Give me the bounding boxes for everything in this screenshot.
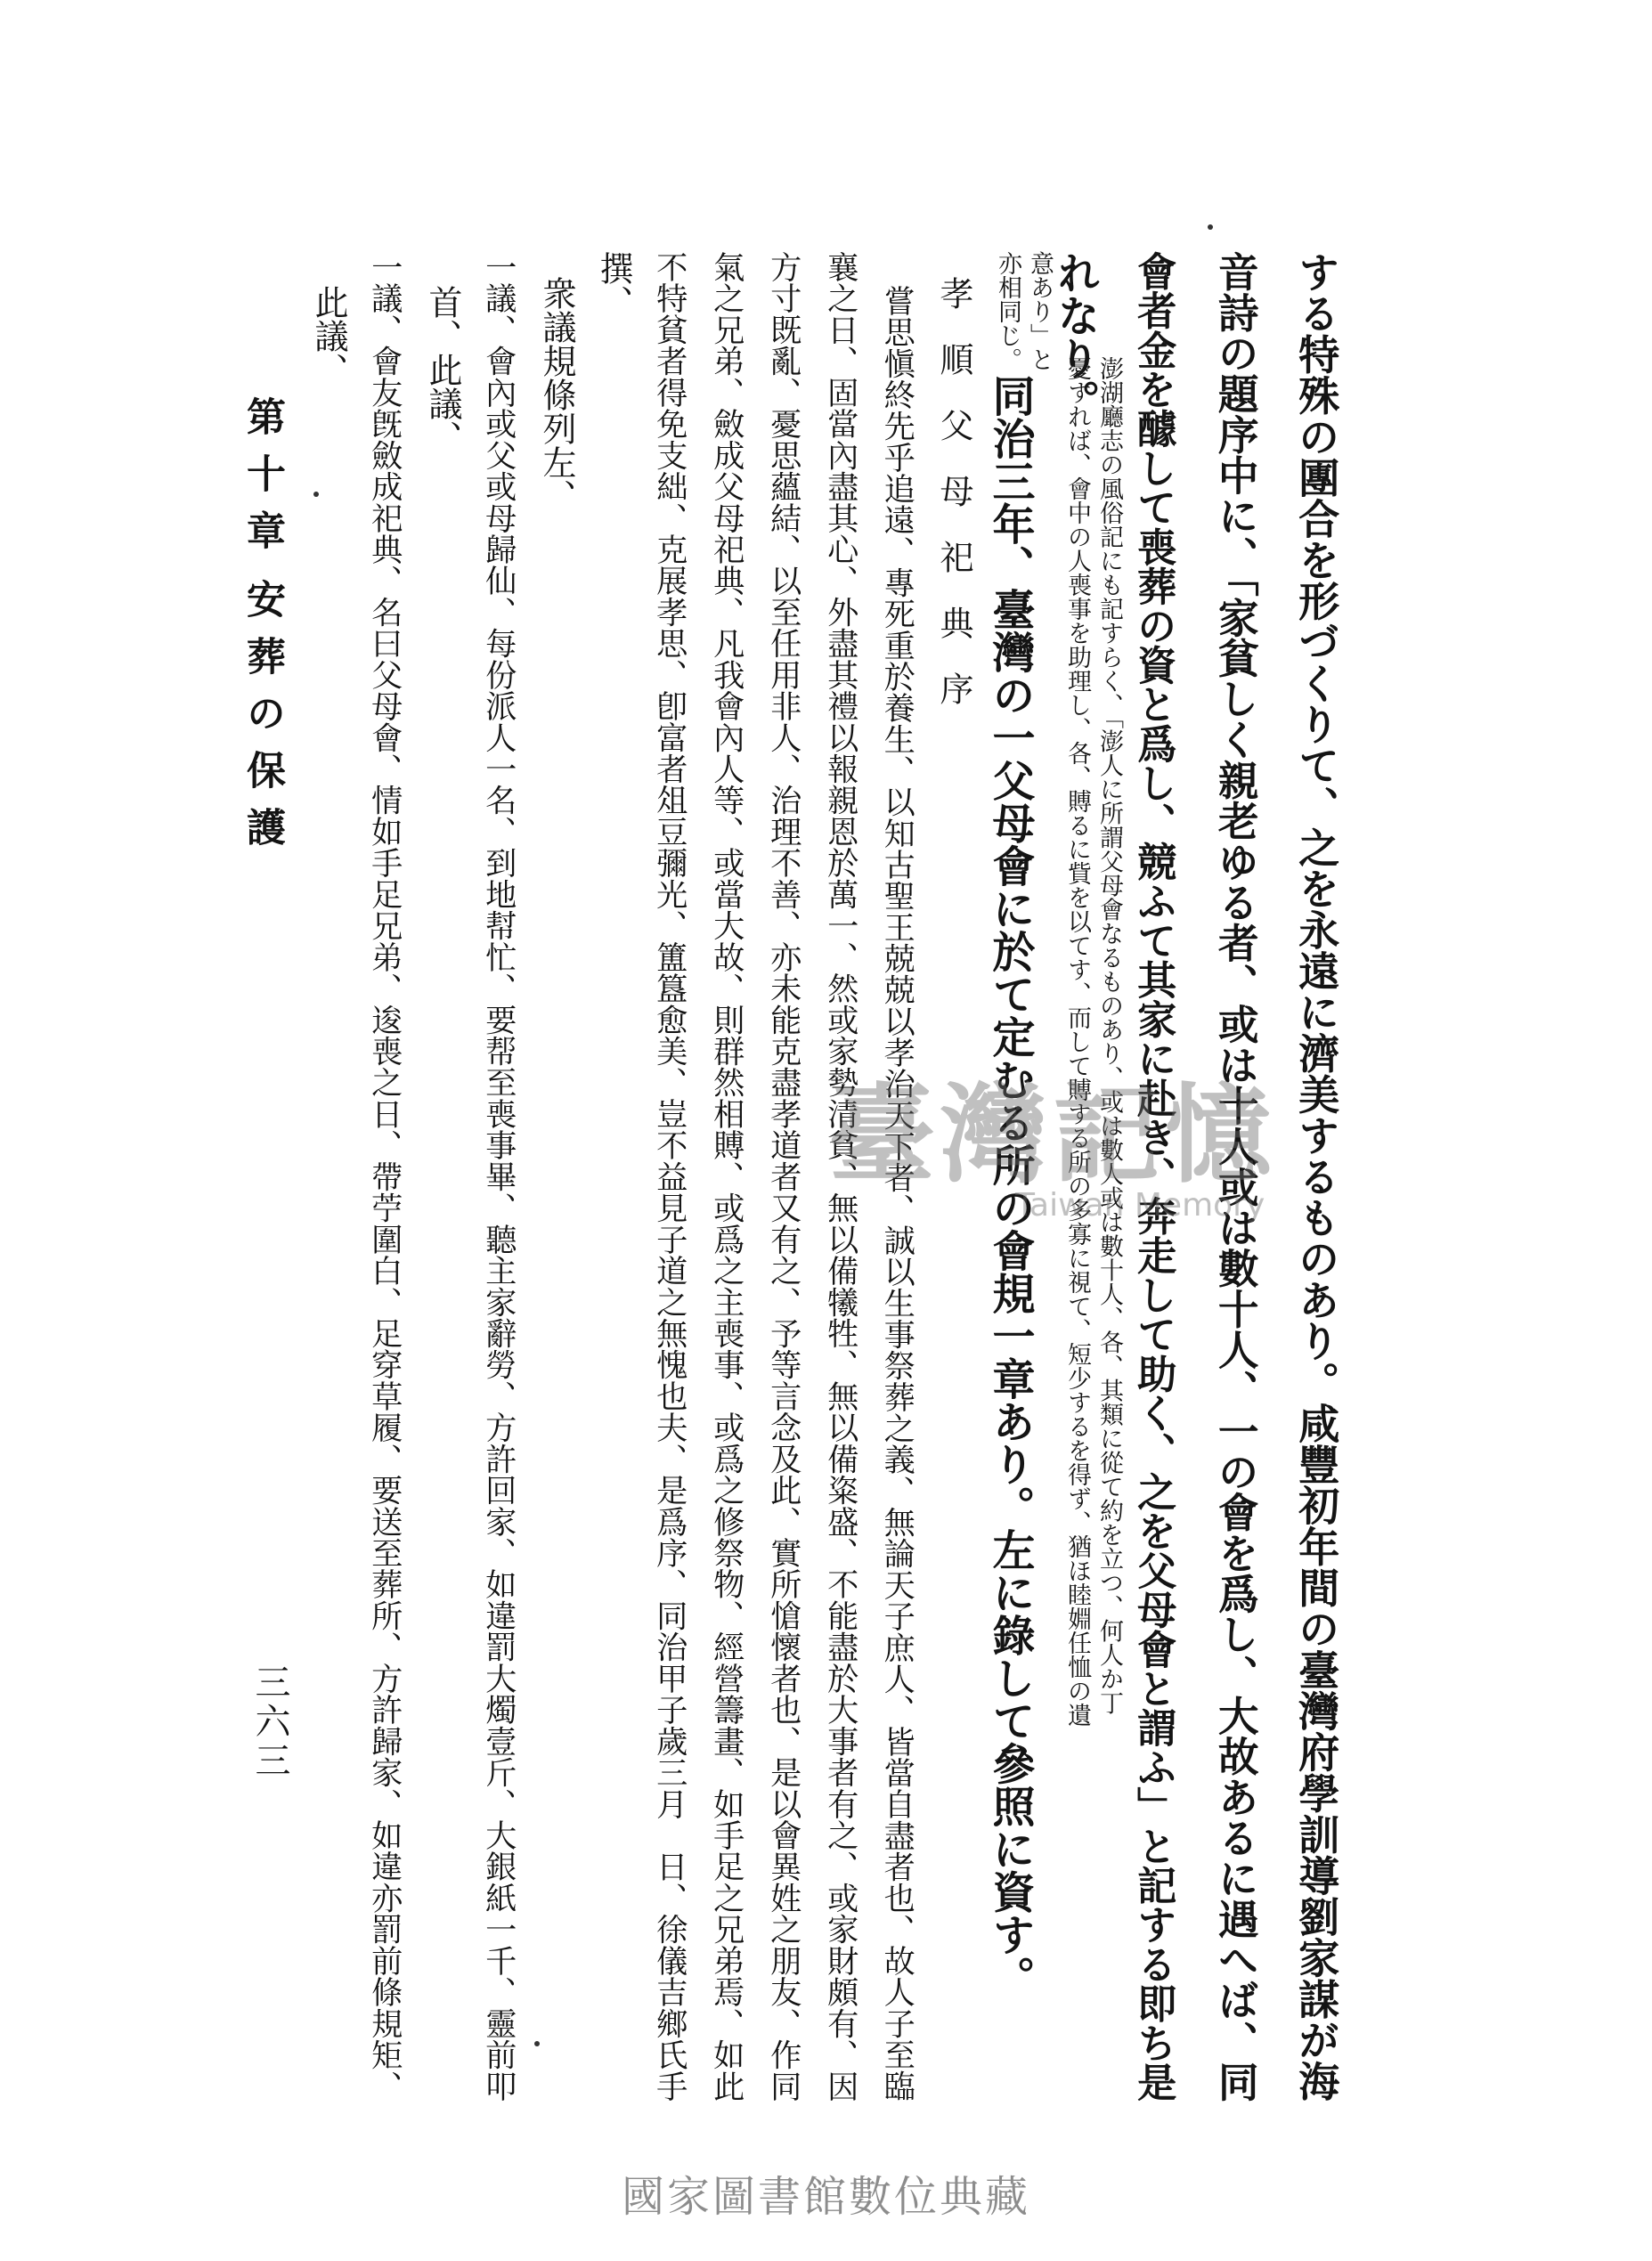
annotation-line: 憂すれば、會中の人喪事を助理し、各、賻るに貲を以てす、而して賻する所の多寡に視て、短少するを得ず、猶ほ睦婣任恤の遺: [1063, 356, 1091, 1727]
paragraph-line: 會者金を醵して喪葬の資と爲し、競ふて其家に赴き、奔走して助く、之を父母會と謂ふ」と記する即ち是: [1130, 251, 1177, 2102]
paragraph-line: れなり。: [1050, 251, 1100, 422]
preface-line: 撰、: [594, 251, 633, 319]
paragraph-line: 音詩の題序中に、「家貧しく親老ゆる者、或は十人或は數十人、一の會を爲し、大故あるに遇へば、同: [1211, 251, 1260, 2102]
chapter-title: 安葬の保護: [240, 579, 285, 864]
preface-line: 不特貧者得免支絀、克展孝思、卽富者俎豆彌光、簠簋愈美、豈不益見子道之無愧也夫、是爲序、同治甲子歲三月 日、徐儀吉鄉氏手: [651, 251, 688, 2102]
library-caption: 國家圖書館數位典藏: [621, 2172, 1030, 2222]
watermark-subtext: Taiwan Memory: [1015, 1187, 1265, 1224]
preface-line: 氣之兄弟、斂成父母祀典、凡我會內人等、或當大故、則群然相賻、或爲之主喪事、或爲之修祭物、經營籌畫、如手足之兄弟焉、如此: [708, 251, 745, 2102]
preface-line: 嘗思愼終先乎追遠、專死重於養生、以知古聖王兢兢以孝治天下者、誠以生事祭葬之義、無論天子庶人、皆當自盡者也、故人子至臨: [879, 285, 916, 2102]
rule-line: 首、此議、: [423, 285, 462, 454]
rule-line: 一議、會友旣斂成祀典、名曰父母會、情如手足兄弟、逡喪之日、帶苧圍白、足穿草履、要送至葬所、方許歸家、如違亦罰前條規矩、: [366, 251, 403, 2102]
annotation-line: 澎湖廳志の風俗記にも記すらく、「澎人に所謂父母會なるものあり、或は數人或は數十人、各、其類に從て約を立つ、何人か丁: [1095, 356, 1123, 1715]
watermark-text: 臺灣記憶: [828, 1072, 1277, 1198]
preface-line: 襄之日、固當內盡其心、外盡其禮以報親恩於萬一、然或家勢清貧、無以備犧牲、無以備粢盛、不能盡於大事者有之、或家財頗有、因: [822, 251, 859, 2102]
scan-speck: [1208, 224, 1213, 230]
annotation-line: 意あり」と: [1026, 251, 1054, 371]
rule-line: 此議、: [309, 285, 348, 386]
paragraph-line: する特殊の團合を形づくりて、之を永遠に濟美するものあり。咸豐初年間の臺灣府學訓導劉家謀が海: [1292, 251, 1341, 2102]
preface-line: 方寸既亂、憂思蘊結、以至任用非人、治理不善、亦未能克盡孝道者又有之、予等言念及此、實所愴懷者也、是以會異姓之朋友、作同: [765, 251, 802, 2102]
annotation-line: 亦相同じ。: [994, 251, 1021, 371]
paragraph-line: 同治三年、臺灣の一父母會に於て定むる所の會規一章あり。左に錄して參照に資す。: [985, 374, 1035, 1998]
scan-speck: [534, 2041, 540, 2046]
preface-title: 孝順父母祀典序: [934, 276, 973, 737]
rules-heading: 衆議規條列左、: [537, 276, 576, 513]
page-number: 三六三: [249, 1663, 290, 1781]
scan-speck: [313, 492, 319, 497]
rule-line: 一議、會內或父或母歸仙、每份派人一名、到地幇忙、要帮至喪事畢、聽主家辭勞、方許回家、如違罰大燭壹斤、大銀紙一千、靈前叩: [480, 251, 517, 2102]
chapter-label: 第十章: [240, 396, 285, 567]
